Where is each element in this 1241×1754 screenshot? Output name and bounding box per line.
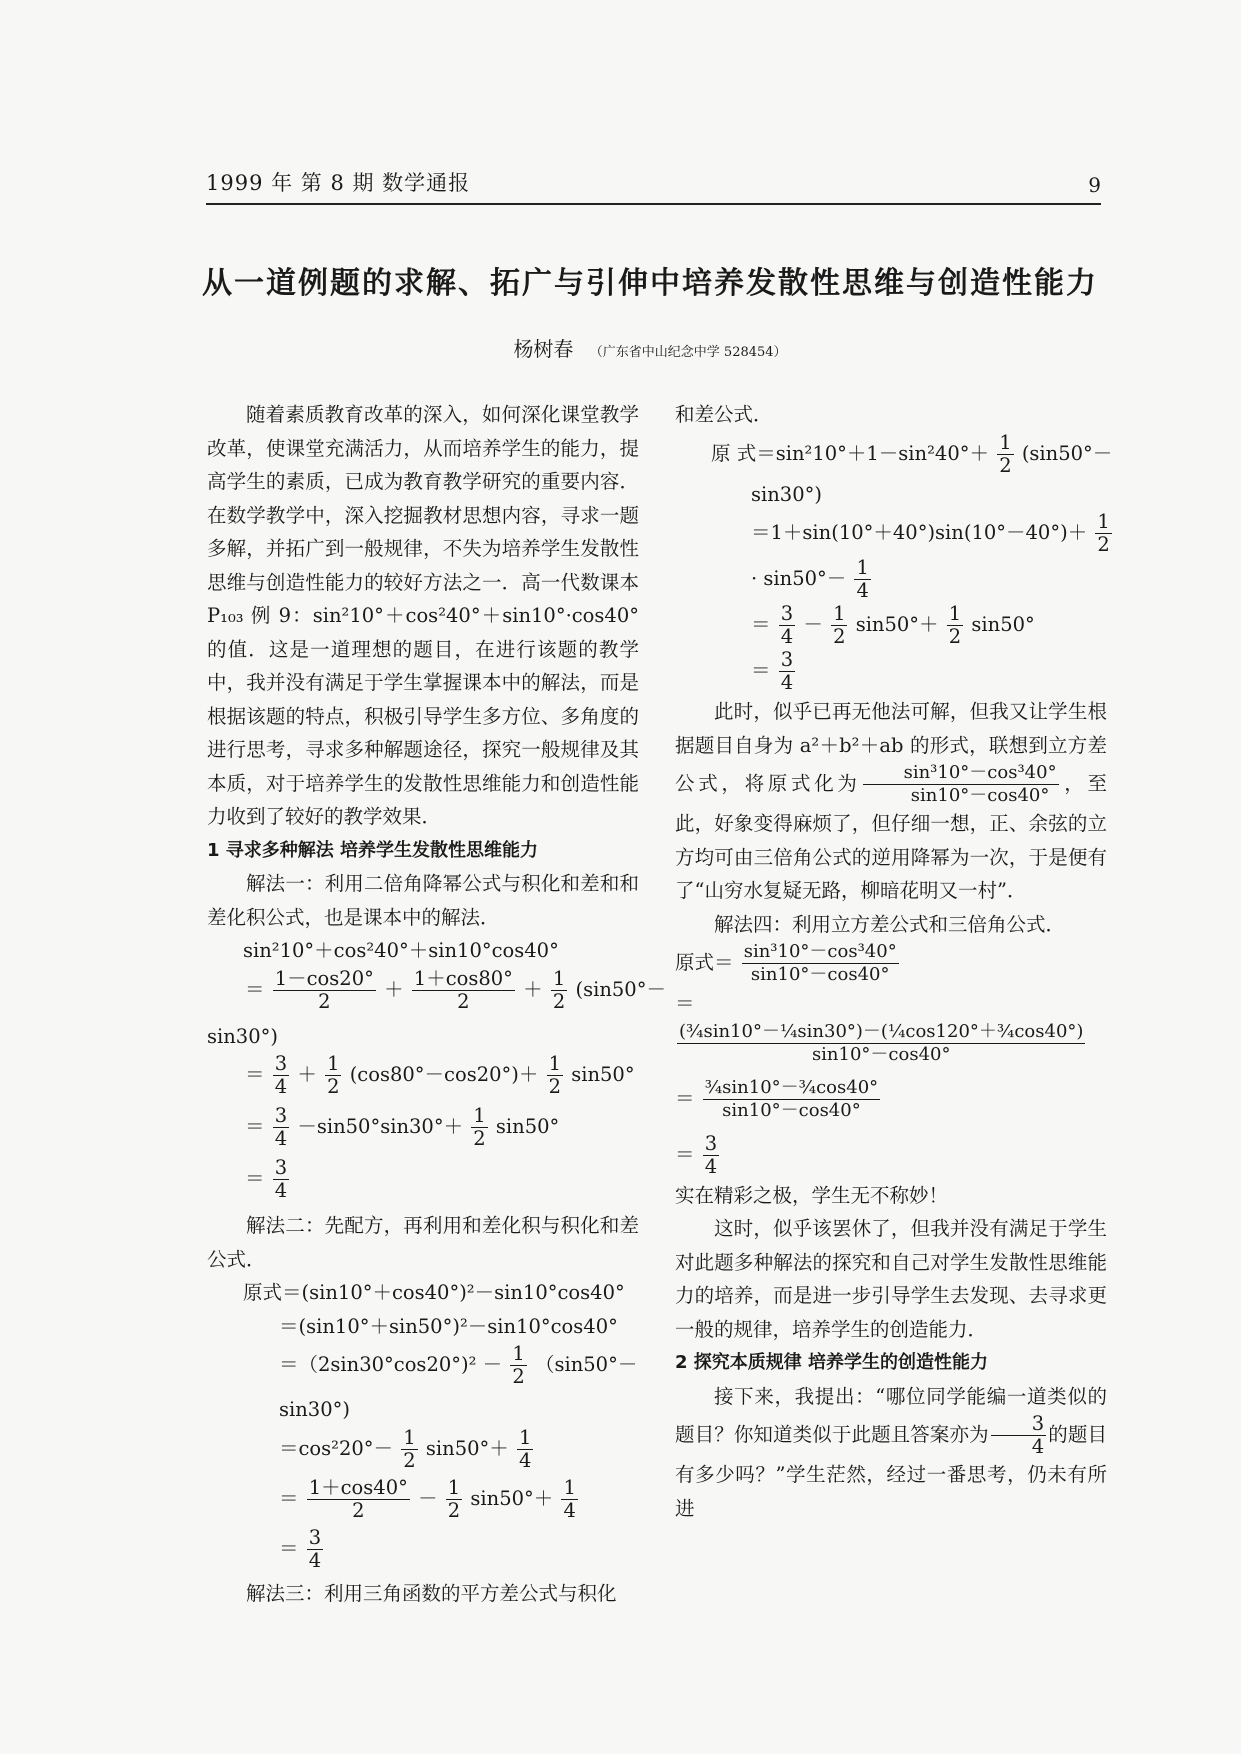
- m2-line-2: ＝（2sin30°cos20°)² － $\frac{1}{2}$ （sin50°－: [279, 1342, 638, 1388]
- m1-line-1-wrap: sin30°): [207, 1024, 278, 1048]
- page-number: 9: [1088, 173, 1101, 197]
- m3-line-1: ＝1＋sin(10°＋40°)sin(10°－40°)＋ $\frac{1}{2}$: [751, 510, 1110, 556]
- m1-line-4: ＝ $\frac{3}{4}$: [245, 1156, 288, 1202]
- m3-line-3: ＝ $\frac{3}{4}$ － $\frac{1}{2}$ sin50°＋ $\frac{1}{2}$ sin50°: [751, 602, 1035, 648]
- method-2-text: 解法二：先配方，再利用和差化积与积化和差公式．: [207, 1214, 639, 1271]
- right-column: [675, 398, 1113, 1525]
- running-header: [206, 163, 1101, 205]
- fraction: $\frac{1}{2}$: [552, 966, 566, 1013]
- section-2-heading: 2 探究本质规律 培养学生的创造性能力: [675, 1352, 989, 1373]
- article-title: 从一道例题的求解、拓广与引伸中培养发散性思维与创造性能力: [202, 266, 1098, 301]
- m3-line-2: · sin50°－ $\frac{1}{4}$: [751, 556, 869, 602]
- paragraph-cube-intro: 此时，似乎已再无他法可解，但我又让学生根据题目自身为 a²＋b²＋ab 的形式，联想到立方差公式，将原式化为 $\frac{\text{sin³10°－cos³40°}}{\sin 10^\circ-\cos 40^\circ}$ ，至此，好象变得麻烦了，但仔细一想，正、余弦的立方均可由三倍角公式的逆用降幂为一次，于是便有了“山穷水复疑无路，柳暗花明又一村”．: [675, 700, 1107, 902]
- m4-line-1: $\frac{\text{(¾sin10°－¼sin30°)－(¼cos120°＋¾cos40°)}}{\sin 10^\circ-\cos 40^\circ}$: [679, 1020, 1084, 1065]
- left-column: [207, 398, 666, 1610]
- m1-line-1: ＝ $\frac{1-\cos 20^\circ}{2}$ ＋ $\frac{1+\cos 80^\circ}{2}$ ＋ $\frac{1}{2}$ (sin50°－: [245, 966, 666, 1013]
- m2-line-0: 原式＝(sin10°＋cos40°)²－sin10°cos40°: [243, 1281, 625, 1304]
- m2-line-4: ＝ $\frac{1+\cos 40^\circ}{2}$ － $\frac{1}{2}$ sin50°＋ $\frac{1}{4}$: [279, 1475, 576, 1522]
- m1-line-0: sin²10°＋cos²40°＋sin10°cos40°: [243, 939, 559, 962]
- affiliation: （广东省中山纪念中学 528454）: [589, 345, 787, 360]
- fraction: $\frac{1-\cos 20^\circ}{2}$: [274, 966, 374, 1013]
- m4-eq-sign: ＝: [675, 992, 695, 1015]
- m4-line-3: ＝ $\frac{3}{4}$: [675, 1131, 718, 1178]
- method-1-text: 解法一：利用二倍角降幂公式与积化和差和和差化积公式，也是课本中的解法．: [207, 872, 639, 929]
- paragraph-further: 这时，似乎该罢休了，但我并没有满足于学生对此题多种解法的探究和自己对学生发散性思维能力的培养，而是进一步引导学生去发现、去寻求更一般的规律，培养学生的创造能力．: [675, 1217, 1107, 1341]
- m1-line-2: ＝ $\frac{3}{4}$ ＋ $\frac{1}{2}$ (cos80°－cos20°)＋ $\frac{1}{2}$ sin50°: [245, 1052, 635, 1098]
- author: 杨树春: [513, 337, 574, 361]
- method-3-cont: 和差公式．: [675, 403, 773, 426]
- paragraph-praise: 实在精彩之极，学生无不称妙！: [675, 1183, 949, 1207]
- paragraph-question: 接下来，我提出：“哪位同学能编一道类似的题目？你知道类似于此题且答案亦为 $\frac{3}{4}$ 的题目有多少吗？”学生茫然，经过一番思考，仍未有所进: [675, 1384, 1107, 1520]
- byline: [200, 333, 1100, 362]
- method-3-text: 解法三：利用三角函数的平方差公式与积化: [246, 1581, 617, 1605]
- m3-line-4: ＝ $\frac{3}{4}$: [751, 648, 794, 694]
- m4-line-2: ＝ $\frac{\text{¾sin10°－¾cos40°}}{\sin 10^\circ-\cos 40^\circ}$: [675, 1076, 879, 1121]
- m2-line-3: ＝cos²20°－ $\frac{1}{2}$ sin50°＋ $\frac{1}{4}$: [279, 1425, 532, 1472]
- fraction: $\frac{1+\cos 80^\circ}{2}$: [413, 966, 513, 1013]
- m2-line-1: ＝(sin10°＋sin50°)²－sin10°cos40°: [279, 1314, 618, 1338]
- m2-line-5: ＝ $\frac{3}{4}$: [279, 1525, 322, 1572]
- journal-issue: 1999 年 第 8 期 数学通报: [206, 171, 471, 195]
- m3-line-0-wrap: sin30°): [751, 482, 822, 506]
- fraction: $\frac{\text{sin³10°－cos³40°}}{\sin 10^\circ-\cos 40^\circ}$: [863, 762, 1059, 807]
- m4-line-0: 原式＝ $\frac{\text{sin³10°－cos³40°}}{\sin 10^\circ-\cos 40^\circ}$: [675, 941, 897, 985]
- intro-paragraph: 随着素质教育改革的深入，如何深化课堂教学改革，使课堂充满活力，从而培养学生的能力，提高学生的素质，已成为教育教学研究的重要内容．在数学教学中，深入挖掘教材思想内容，寻求一题多解，并拓广到一般规律，不失为培养学生发散性思维与创造性能力的较好方法之一．高一代数课本 P₁₀₃ 例 9：sin²10°＋cos²40°＋sin10°·cos40°的值．这是一道理想的题目，在进行该题的教学中，我并没有满足于学生掌握课本中的解法，而是根据该题的特点，积极引导学生多方位、多角度的进行思考，寻求多种解题途径，探究一般规律及其本质，对于培养学生的发散性思维能力和创造性能力收到了较好的教学效果．: [207, 403, 639, 828]
- m2-line-2-wrap: sin30°): [279, 1398, 350, 1421]
- m3-line-0: 原 式＝sin²10°＋1－sin²40°＋ $\frac{1}{2}$ (sin50°－: [711, 430, 1113, 477]
- method-4-text: 解法四：利用立方差公式和三倍角公式．: [714, 912, 1066, 936]
- section-1-heading: 1 寻求多种解法 培养学生发散性思维能力: [207, 839, 539, 861]
- m1-line-3: ＝ $\frac{3}{4}$ －sin50°sin30°＋ $\frac{1}{2}$ sin50°: [245, 1104, 560, 1150]
